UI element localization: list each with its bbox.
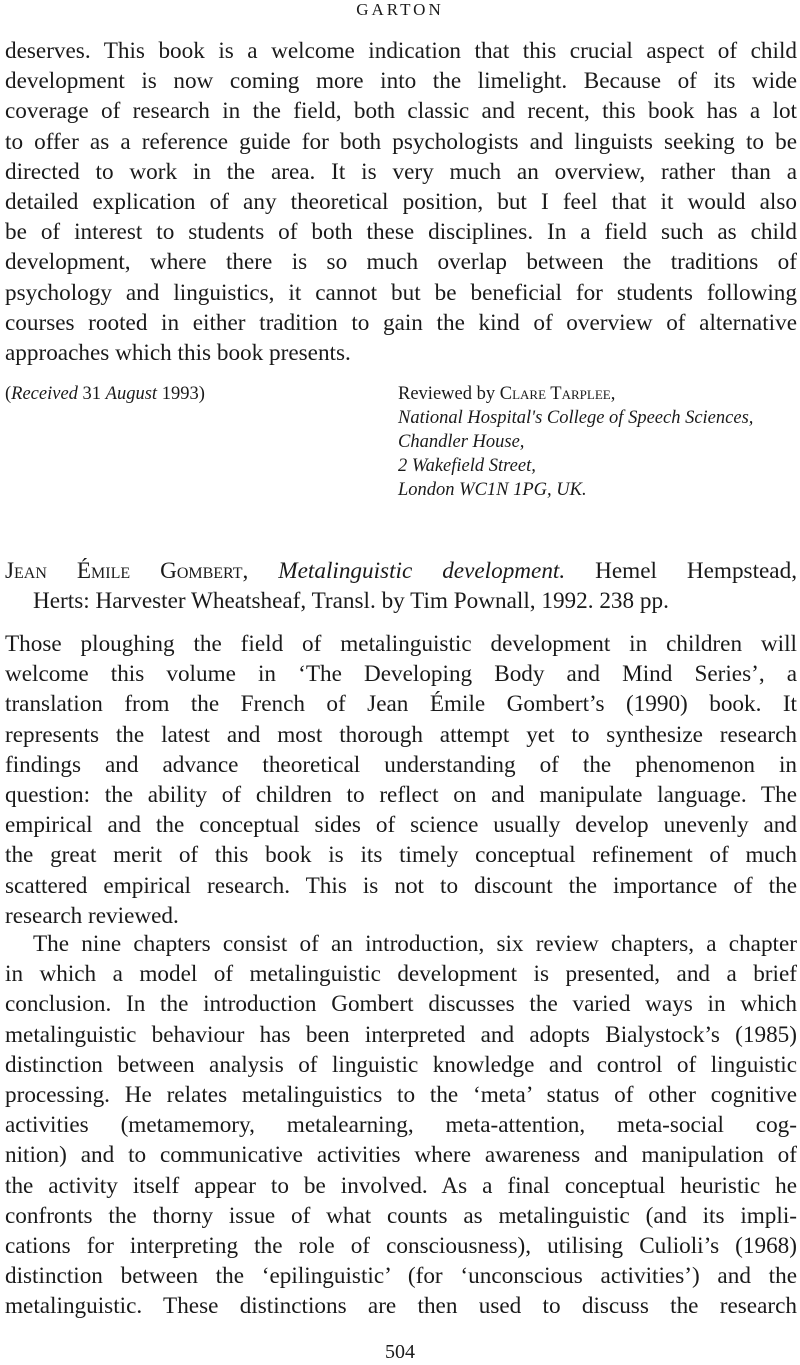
paragraph-2 (5, 629, 797, 931)
page-number: 504 (385, 1341, 415, 1363)
paragraph-2-line: scattered empirical research. This is not to discount the importance of the (5, 872, 797, 899)
paragraph-1-line: be of interest to students of both these disciplines. In a field such as child (5, 219, 797, 246)
book-place: Hemel Hempstead, (595, 558, 797, 584)
reviewer-name: Clare Tarplee, (499, 384, 616, 404)
received-day: 31 (77, 384, 106, 404)
paragraph-1-line: courses rooted in either tradition to gain the kind of overview of alternative (5, 309, 797, 336)
paragraph-3-line: metalinguistic. These distinctions are then used to discuss the research (5, 1293, 797, 1320)
paragraph-1-line: coverage of research in the field, both classic and recent, this book has a lot (5, 98, 797, 125)
reviewer-building: Chandler House, (398, 432, 525, 452)
paragraph-3 (5, 929, 797, 1322)
paragraph-1-line: approaches which this book presents. (5, 340, 351, 367)
running-head: GARTON (356, 0, 444, 19)
paragraph-3-line: cations for interpreting the role of consciousness), utilising Culioli’s (1968) (5, 1233, 797, 1260)
paragraph-3-line: metalinguistic behaviour has been interpreted and adopts Bialystock’s (1985) (5, 1021, 797, 1048)
paragraph-3-line: processing. He relates metalinguistics to the ‘meta’ status of other cognitive (5, 1082, 797, 1109)
paragraph-3-line: The nine chapters consist of an introduction, six review chapters, a chapter (33, 931, 797, 957)
paragraph-3-line: in which a model of metalinguistic development is presented, and a brief (5, 961, 797, 988)
paragraph-3-line: distinction between analysis of linguistic knowledge and control of linguistic (5, 1051, 797, 1078)
paragraph-2-line: Those ploughing the field of metalinguistic development in children will (5, 631, 797, 657)
paragraph-2-line: translation from the French of Jean Émile Gombert’s (1990) book. It (5, 691, 797, 718)
book-author: Jean Émile Gombert, (5, 558, 249, 584)
reviewer-affiliation: National Hospital's College of Speech Sciences, (398, 408, 754, 428)
paragraph-1-line: directed to work in the area. It is very much an overview, rather than a (5, 158, 797, 185)
paragraph-1-line: development, where there is so much overlap between the traditions of (5, 249, 797, 276)
paragraph-3-line: conclusion. In the introduction Gombert discusses the varied ways in which (5, 991, 797, 1018)
review-heading-line-1 (5, 556, 797, 586)
received-word: Received (11, 384, 78, 404)
review-heading-line-2: Herts: Harvester Wheatsheaf, Transl. by Tim Pownall, 1992. 238 pp. (33, 588, 669, 615)
paragraph-1-line: to offer as a reference guide for both psychologists and linguists seeking to be (5, 128, 797, 155)
received-year: 1993) (157, 384, 205, 404)
paragraph-1-line: development is now coming more into the limelight. Because of its wide (5, 68, 797, 95)
reviewer-street: 2 Wakefield Street, (398, 456, 536, 476)
paragraph-1-line: psychology and linguistics, it cannot but be beneficial for students following (5, 279, 797, 306)
paragraph-2-line: represents the latest and most thorough attempt yet to synthesize research (5, 721, 797, 748)
reviewer-block (398, 382, 753, 502)
paragraph-3-line: the activity itself appear to be involved. As a final conceptual heuristic he (5, 1172, 797, 1199)
paragraph-2-line: question: the ability of children to reflect on and manipulate language. The (5, 782, 797, 809)
paragraph-3-line: confronts the thorny issue of what counts as metalinguistic (and its impli- (5, 1202, 797, 1229)
reviewer-line (398, 382, 753, 406)
review-heading (5, 556, 797, 616)
paragraph-2-line: findings and advance theoretical understanding of the phenomenon in (5, 751, 797, 778)
reviewer-prefix: Reviewed by (398, 384, 500, 404)
paragraph-2-line: research reviewed. (5, 902, 179, 929)
paragraph-2-line: empirical and the conceptual sides of science usually develop unevenly and (5, 812, 797, 839)
book-title: Metalinguistic development. (278, 558, 566, 584)
paragraph-3-line: activities (metamemory, metalearning, meta-attention, meta-social cog- (5, 1112, 797, 1139)
paragraph-1 (5, 36, 797, 368)
paragraph-1-line: detailed explication of any theoretical position, but I feel that it would also (5, 189, 797, 216)
paragraph-3-line: distinction between the ‘epilinguistic’ (for ‘unconscious activities’) and the (5, 1263, 797, 1290)
reviewer-city: London WC1N 1PG, UK. (398, 480, 587, 500)
paragraph-2-line: welcome this volume in ‘The Developing Body and Mind Series’, a (5, 661, 797, 688)
paragraph-3-line: nition) and to communicative activities where awareness and manipulation of (5, 1142, 797, 1169)
paragraph-1-line: deserves. This book is a welcome indication that this crucial aspect of child (5, 38, 797, 64)
received-open: ( (5, 384, 12, 404)
paragraph-2-line: the great merit of this book is its timely conceptual refinement of much (5, 842, 797, 869)
received-month: August (105, 384, 158, 404)
received-date (5, 382, 205, 406)
